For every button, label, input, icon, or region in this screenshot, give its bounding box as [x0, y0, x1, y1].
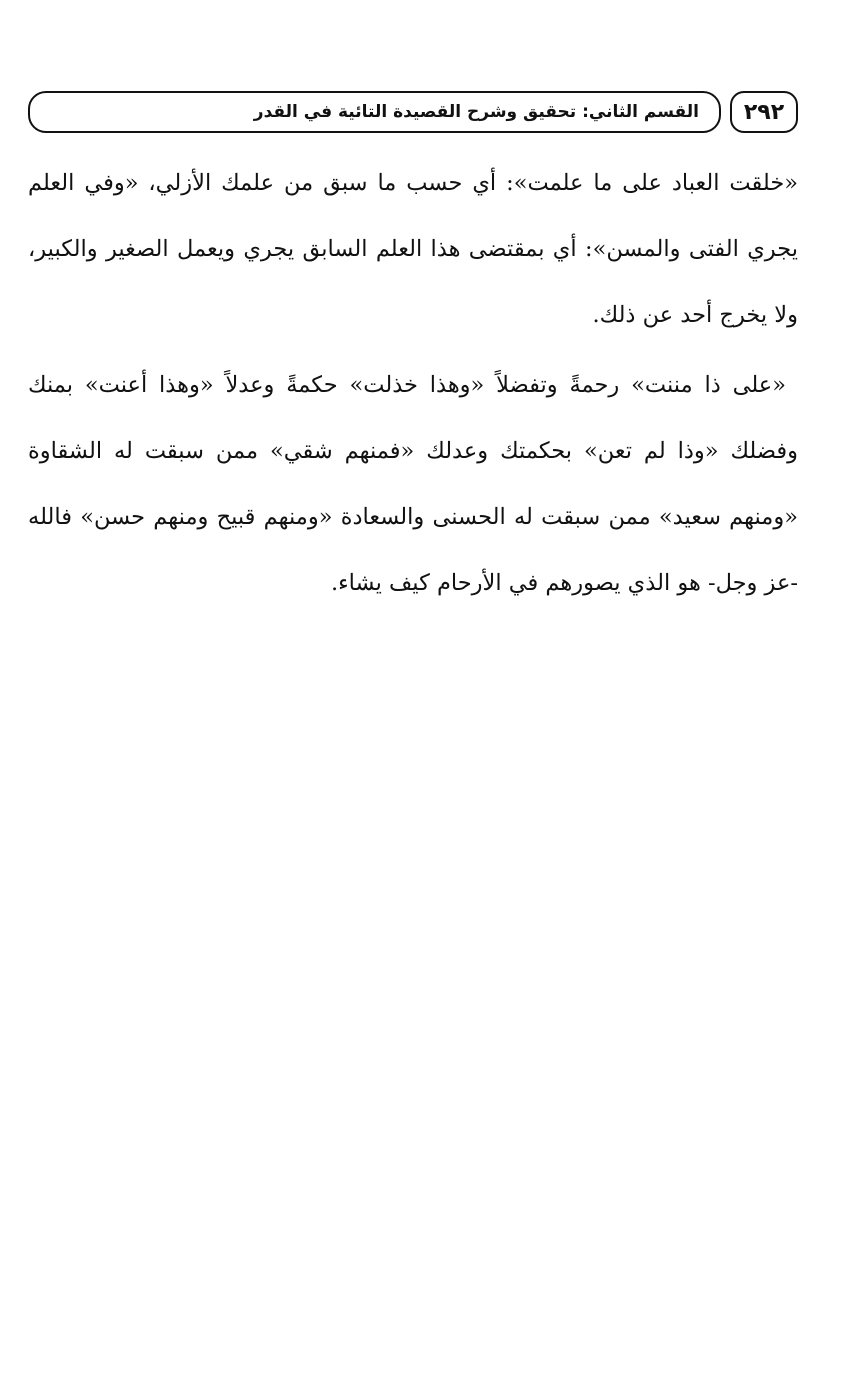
paragraph: «خلقت العباد على ما علمت»: أي حسب ما سبق من علمك الأزلي، «وفي العلم يجري الفتى والمسن»: أي بمقتضى هذا العلم السابق يجري ويعمل الصغير والكبير، ولا يخرج أحد عن ذلك. — [28, 170, 798, 328]
running-title-box — [28, 91, 721, 133]
page-number: ٢٩٢ — [743, 99, 785, 125]
body-text — [28, 150, 798, 616]
page-header — [28, 91, 798, 137]
running-title: القسم الثاني: تحقيق وشرح القصيدة التائية في القدر — [253, 102, 699, 122]
page-number-box — [730, 91, 798, 133]
paragraph: «على ذا مننت» رحمةً وتفضلاً «وهذا خذلت» حكمةً وعدلاً «وهذا أعنت» بمنك وفضلك «وذا لم تعن» بحكمتك وعدلك «فمنهم شقي» ممن سبقت له الشقاوة «ومنهم سعيد» ممن سبقت له الحسنى والسعادة «ومنهم قبيح ومنهم حسن» فالله -عز وجل- هو الذي يصورهم في الأرحام كيف يشاء. — [28, 372, 798, 596]
